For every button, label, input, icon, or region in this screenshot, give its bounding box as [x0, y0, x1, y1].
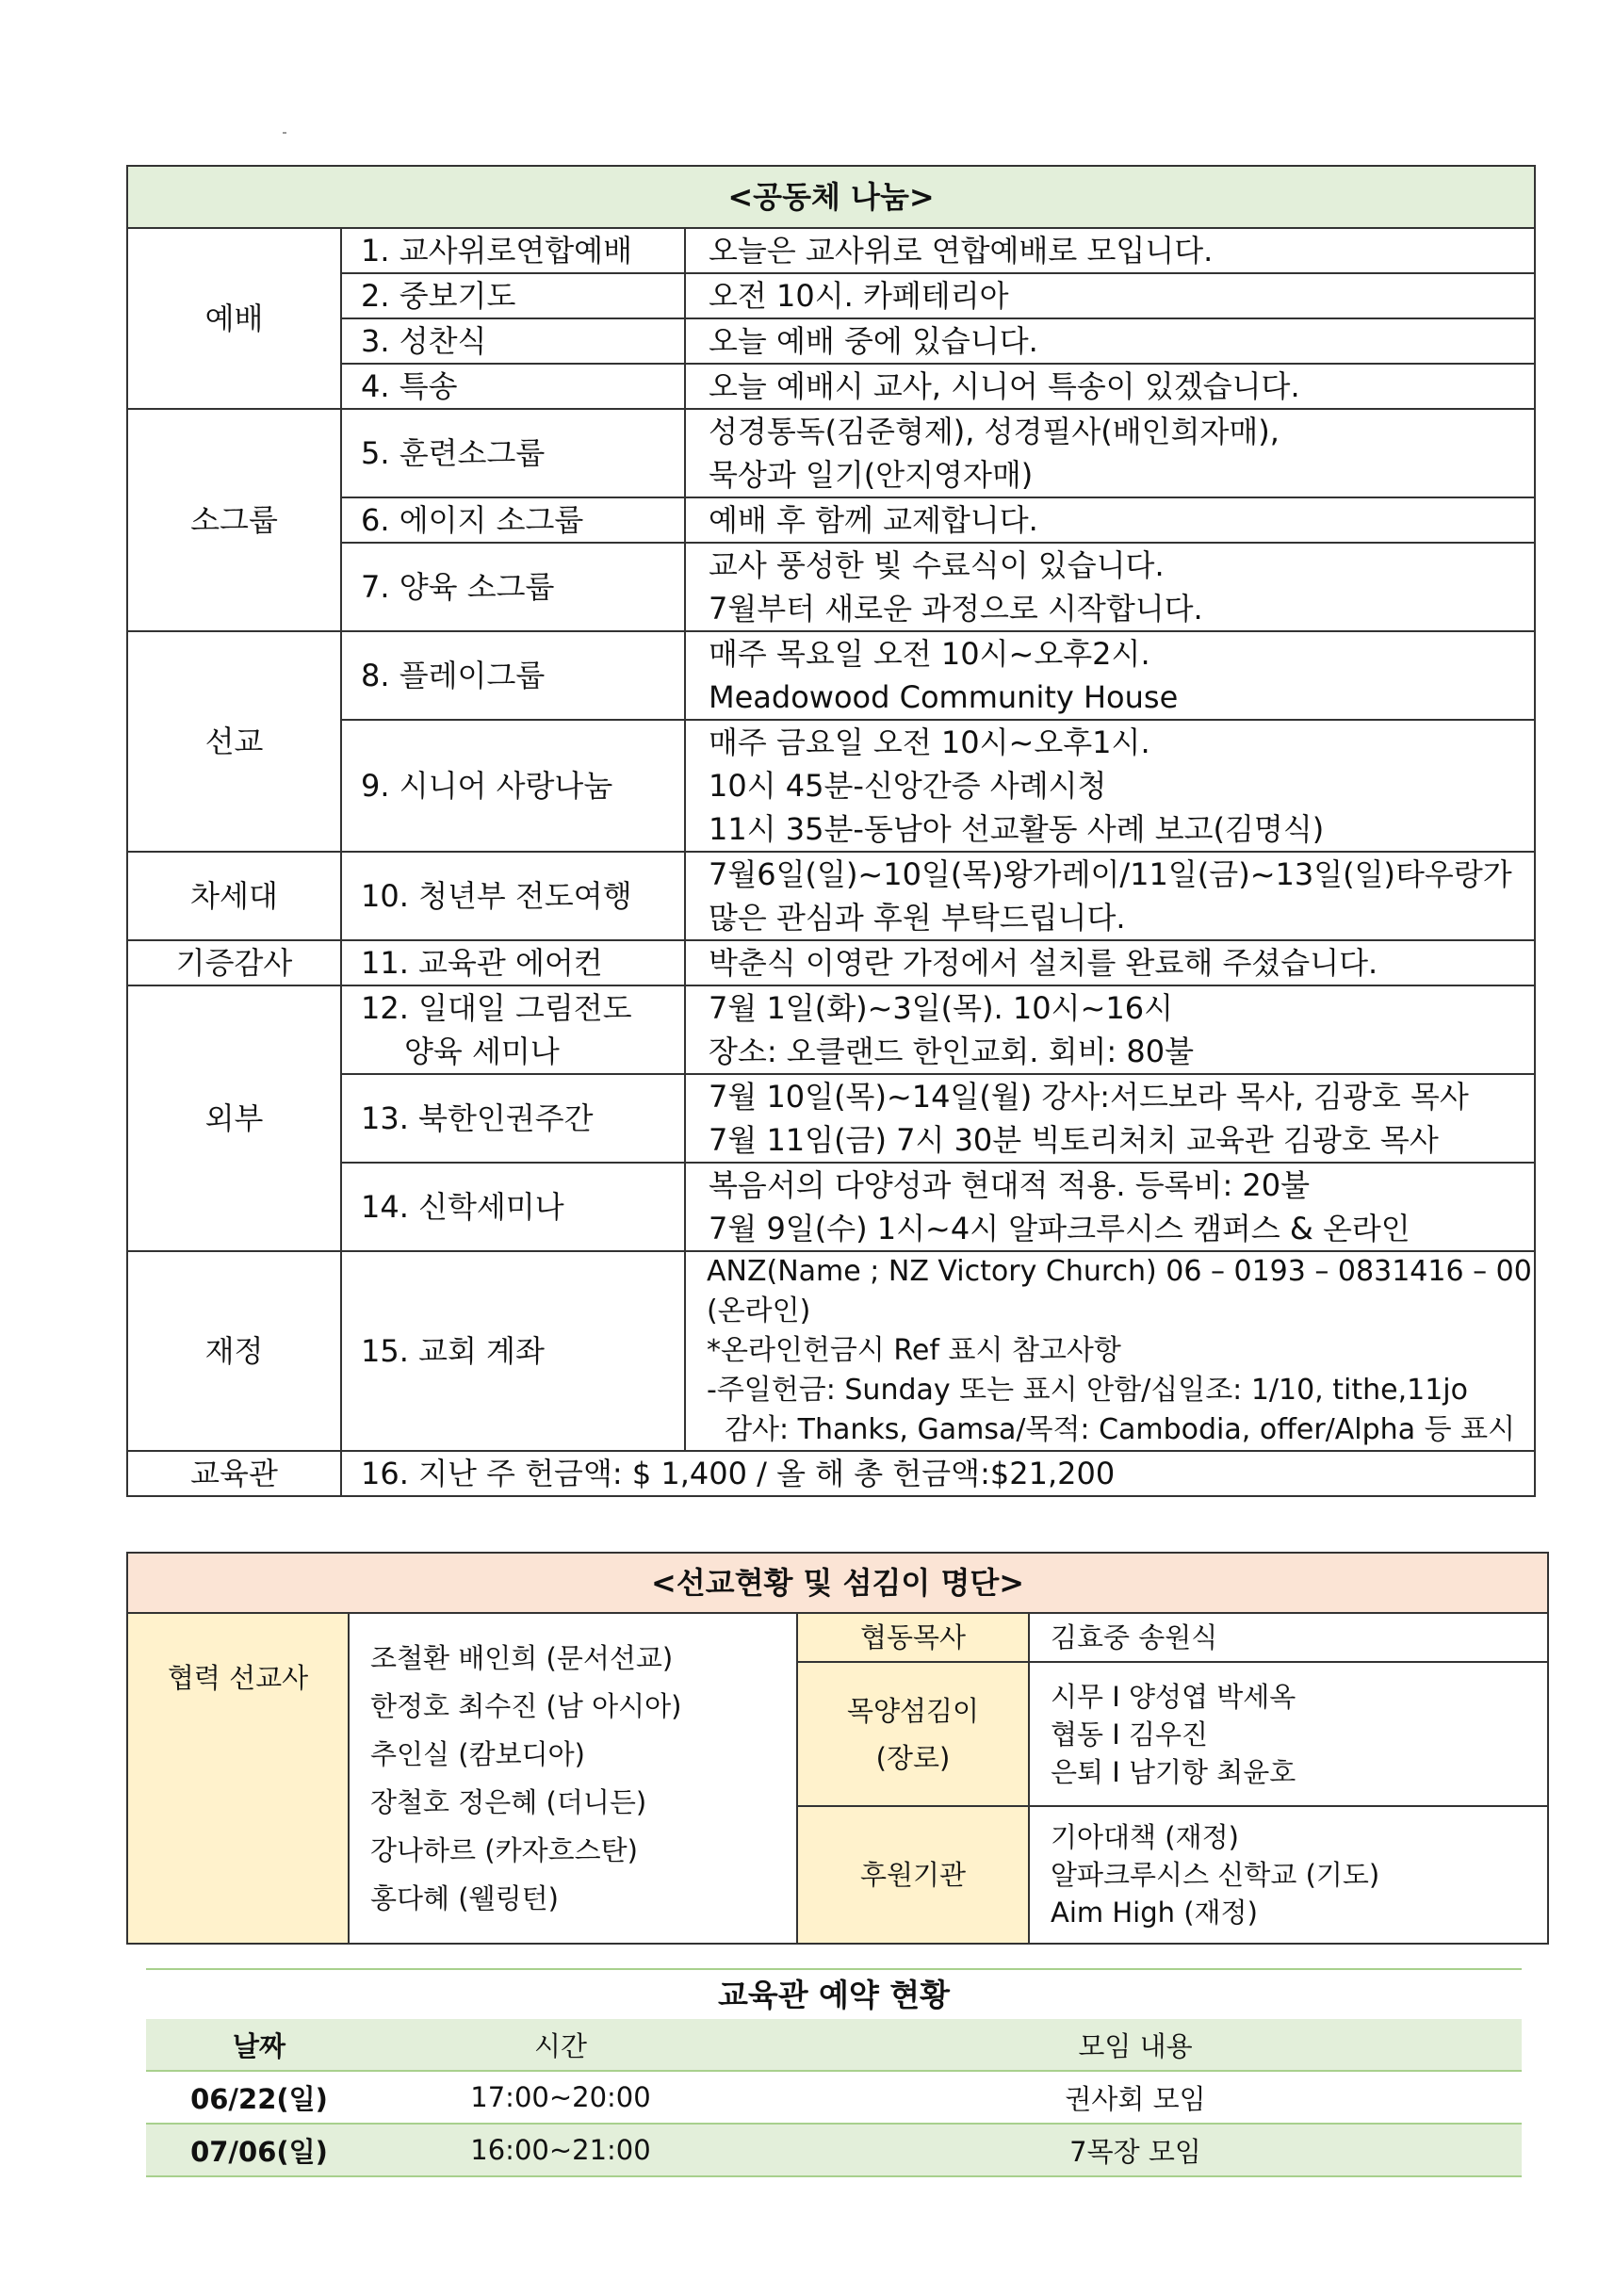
item-name: 3. 성찬식 — [341, 318, 685, 364]
row-date: 07/06(일) — [146, 2124, 372, 2176]
community-sharing-table — [126, 165, 1536, 1497]
content-line: (온라인) — [707, 1295, 811, 1327]
mission-status-table — [126, 1552, 1549, 1945]
item-content — [685, 1163, 1535, 1251]
category-next-generation: 차세대 — [127, 852, 341, 940]
content-line: 7월6일(일)~10일(목)왕가레이/11일(금)~13일(일)타우랑가 — [709, 856, 1512, 892]
table-header-row — [146, 2019, 1522, 2071]
content-line: 11시 35분-동남아 선교활동 사례 보고(김명식) — [709, 811, 1325, 847]
community-title: <공동체 나눔> — [127, 166, 1535, 228]
sponsor-item: Aim High (재정) — [1051, 1897, 1258, 1929]
missionary-list — [349, 1613, 797, 1944]
item-name: 11. 교육관 에어컨 — [341, 940, 685, 985]
item-content: 오전 10시. 카페테리아 — [685, 273, 1535, 318]
pastor-label: 협동목사 — [797, 1613, 1029, 1662]
content-line: ANZ(Name ; NZ Victory Church) 06 – 0193 – 0831416 – 00 — [707, 1255, 1532, 1288]
header-date: 날짜 — [146, 2019, 372, 2071]
missionary-item: 장철호 정은혜 (더니든) — [370, 1785, 647, 1818]
content-line: 매주 목요일 오전 10시~오후2시. — [709, 636, 1150, 672]
elder-item: 시무 I 양성엽 박세옥 — [1051, 1680, 1296, 1713]
row-time: 16:00~21:00 — [372, 2124, 749, 2176]
item-name: 10. 청년부 전도여행 — [341, 852, 685, 940]
content-line: 성경통독(김준형제), 성경필사(배인희자매), — [709, 414, 1280, 449]
category-external: 외부 — [127, 985, 341, 1251]
name-line: 12. 일대일 그림전도 — [361, 990, 632, 1026]
content-line: 7월 1일(화)~3일(목). 10시~16시 — [709, 990, 1173, 1026]
elder-label-line: 목양섬김이 — [846, 1694, 980, 1727]
row-content: 7목장 모임 — [749, 2124, 1522, 2176]
item-name: 5. 훈련소그룹 — [341, 409, 685, 497]
missionary-item: 강나하르 (카자흐스탄) — [370, 1833, 638, 1866]
content-line: 7월 10일(목)~14일(월) 강사:서드보라 목사, 김광호 목사 — [709, 1079, 1469, 1115]
item-name: 7. 양육 소그룹 — [341, 543, 685, 631]
elder-label — [797, 1662, 1029, 1806]
content-line: -주일헌금: Sunday 또는 표시 안함/십일조: 1/10, tithe,11jo — [707, 1374, 1468, 1407]
category-mission: 선교 — [127, 631, 341, 852]
category-small-group: 소그룹 — [127, 409, 341, 631]
name-line: 양육 세미나 — [404, 1034, 560, 1069]
row-content: 권사회 모임 — [749, 2071, 1522, 2124]
content-line: *온라인헌금시 Ref 표시 참고사항 — [707, 1334, 1121, 1367]
item-content — [685, 1074, 1535, 1163]
elder-list — [1029, 1662, 1548, 1806]
sponsor-item: 기아대책 (재정) — [1051, 1821, 1239, 1853]
table-row — [146, 2124, 1522, 2176]
item-name: 15. 교회 계좌 — [341, 1251, 685, 1451]
content-line: 묵상과 일기(안지영자매) — [709, 457, 1034, 493]
content-line: 10시 45분-신앙간증 사례시청 — [709, 768, 1107, 804]
item-name: 2. 중보기도 — [341, 273, 685, 318]
content-line: 7월부터 새로운 과정으로 시작합니다. — [709, 591, 1203, 627]
item-content — [685, 543, 1535, 631]
elder-label-line: (장로) — [875, 1741, 951, 1774]
item-name: 6. 에이지 소그룹 — [341, 497, 685, 543]
item-name — [341, 985, 685, 1074]
content-line: Meadowood Community House — [709, 679, 1179, 715]
mission-title: <선교현황 및 섬김이 명단> — [127, 1553, 1548, 1613]
item-content: 오늘은 교사위로 연합예배로 모입니다. — [685, 228, 1535, 273]
elder-item: 은퇴 I 남기항 최윤호 — [1051, 1755, 1296, 1788]
item-name: 9. 시니어 사랑나눔 — [341, 720, 685, 852]
content-line: 교사 풍성한 빛 수료식이 있습니다. — [709, 547, 1165, 583]
table-row — [146, 2071, 1522, 2124]
elder-item: 협동 I 김우진 — [1051, 1718, 1209, 1750]
reservation-title: 교육관 예약 현황 — [146, 1968, 1522, 2021]
scan-mark — [283, 132, 286, 134]
missionary-item: 홍다혜 (웰링턴) — [370, 1881, 559, 1914]
missionary-item: 조철환 배인희 (문서선교) — [370, 1641, 674, 1674]
missionary-item: 한정호 최수진 (남 아시아) — [370, 1689, 682, 1722]
pastor-names: 김효중 송원식 — [1029, 1613, 1548, 1662]
item-name: 13. 북한인권주간 — [341, 1074, 685, 1163]
missionary-item: 추인실 (캄보디아) — [370, 1737, 585, 1770]
item-content — [685, 720, 1535, 852]
category-worship: 예배 — [127, 228, 341, 409]
content-line: 7월 11임(금) 7시 30분 빅토리처치 교육관 김광호 목사 — [709, 1122, 1439, 1158]
item-content — [685, 985, 1535, 1074]
sponsor-list — [1029, 1806, 1548, 1944]
category-education-hall: 교육관 — [127, 1451, 341, 1496]
item-content: 예배 후 함께 교제합니다. — [685, 497, 1535, 543]
content-line: 감사: Thanks, Gamsa/목적: Cambodia, offer/Alpha 등 표시 — [707, 1413, 1516, 1446]
item-content — [685, 631, 1535, 720]
item-content — [685, 409, 1535, 497]
sponsor-label: 후원기관 — [797, 1806, 1029, 1944]
header-content: 모임 내용 — [749, 2019, 1522, 2071]
row-date: 06/22(일) — [146, 2071, 372, 2124]
content-line: 매주 금요일 오전 10시~오후1시. — [709, 725, 1150, 760]
reservation-table — [146, 2019, 1522, 2177]
category-finance: 재정 — [127, 1251, 341, 1451]
offering-summary: 16. 지난 주 헌금액: $ 1,400 / 올 해 총 헌금액:$21,200 — [341, 1451, 1535, 1496]
item-content: 박춘식 이영란 가정에서 설치를 완료해 주셨습니다. — [685, 940, 1535, 985]
item-name: 4. 특송 — [341, 364, 685, 409]
item-name: 14. 신학세미나 — [341, 1163, 685, 1251]
item-content: 오늘 예배시 교사, 시니어 특송이 있겠습니다. — [685, 364, 1535, 409]
content-line: 많은 관심과 후원 부탁드립니다. — [709, 900, 1126, 936]
missionary-label: 협력 선교사 — [127, 1613, 349, 1944]
item-content — [685, 1251, 1535, 1451]
row-time: 17:00~20:00 — [372, 2071, 749, 2124]
item-content — [685, 852, 1535, 940]
item-content: 오늘 예배 중에 있습니다. — [685, 318, 1535, 364]
item-name: 1. 교사위로연합예배 — [341, 228, 685, 273]
content-line: 7월 9일(수) 1시~4시 알파크루시스 캠퍼스 & 온라인 — [709, 1211, 1410, 1246]
category-donation-thanks: 기증감사 — [127, 940, 341, 985]
item-name: 8. 플레이그룹 — [341, 631, 685, 720]
sponsor-item: 알파크루시스 신학교 (기도) — [1051, 1859, 1380, 1891]
header-time: 시간 — [372, 2019, 749, 2071]
content-line: 복음서의 다양성과 현대적 적용. 등록비: 20불 — [709, 1167, 1311, 1203]
content-line: 장소: 오클랜드 한인교회. 회비: 80불 — [709, 1034, 1194, 1069]
